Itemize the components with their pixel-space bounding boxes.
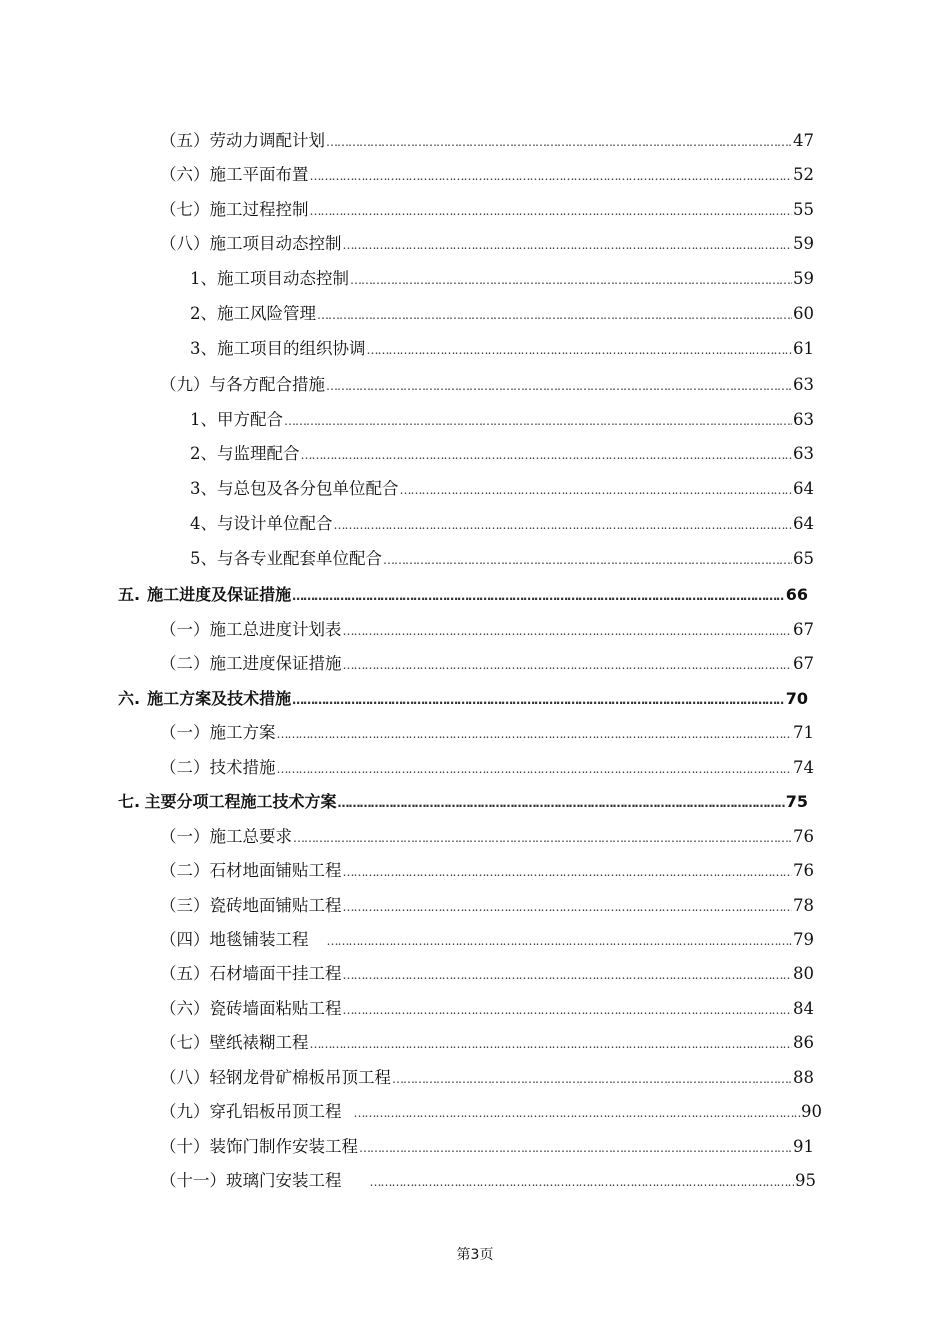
toc-entry-title: 装饰门制作安装工程	[209, 1137, 358, 1156]
dot-leader	[277, 756, 793, 782]
toc-entry-title: 施工平面布置	[209, 165, 309, 184]
dot-leader	[400, 477, 793, 503]
toc-section-title: 施工方案及技术措施	[147, 689, 292, 708]
toc-entry[interactable]	[190, 476, 814, 502]
dot-leader	[354, 1100, 801, 1126]
dot-leader	[293, 825, 792, 851]
dot-leader	[350, 267, 792, 293]
toc-section-page: 66	[785, 585, 808, 604]
toc-entry-title: 1、甲方配合	[190, 410, 283, 429]
dot-leader	[383, 547, 792, 573]
toc-entry-label: （一）	[160, 827, 210, 846]
toc-entry-label: （六）	[160, 999, 210, 1018]
dot-leader	[277, 721, 793, 747]
toc-entry-label: （六）	[160, 165, 210, 184]
dot-leader	[301, 442, 793, 468]
dot-leader	[343, 232, 793, 258]
toc-entry-title: 2、与监理配合	[190, 444, 300, 463]
dot-leader	[343, 894, 793, 920]
toc-entry-title: 轻钢龙骨矿棉板吊顶工程	[209, 1068, 391, 1087]
toc-entry-title: 4、与设计单位配合	[190, 514, 333, 533]
dot-leader	[292, 687, 785, 713]
toc-entry-page: 63	[793, 375, 814, 394]
toc-entry[interactable]	[160, 372, 814, 398]
toc-section-page: 75	[785, 792, 808, 811]
dot-leader	[392, 1066, 792, 1092]
toc-entry-label: （九）	[160, 375, 210, 394]
toc-entry[interactable]	[160, 720, 814, 746]
toc-entry-page: 59	[793, 269, 814, 288]
dot-leader	[327, 928, 793, 954]
dot-leader	[334, 512, 793, 538]
toc-section-number: 七.	[118, 792, 141, 811]
toc-section-number: 六.	[118, 689, 141, 708]
toc-entry[interactable]	[160, 961, 814, 987]
toc-entry-page: 90	[801, 1102, 822, 1121]
toc-entry-label: （二）	[160, 654, 210, 673]
toc-entry[interactable]	[190, 301, 814, 327]
page-number: 第3页	[456, 1247, 494, 1263]
toc-entry[interactable]	[160, 231, 814, 257]
toc-entry-page: 67	[793, 654, 814, 673]
dot-leader	[343, 652, 793, 678]
dot-leader	[343, 859, 793, 885]
toc-entry-page: 63	[793, 444, 814, 463]
toc-section[interactable]	[118, 789, 808, 815]
toc-entry-label: （二）	[160, 758, 210, 777]
dot-leader	[359, 1135, 792, 1161]
toc-entry-page: 63	[793, 410, 814, 429]
toc-section-title: 主要分项工程施工技术方案	[144, 792, 337, 811]
dot-leader	[310, 1031, 793, 1057]
dot-leader	[317, 302, 792, 328]
toc-section[interactable]	[118, 582, 808, 608]
toc-entry[interactable]	[160, 197, 814, 223]
toc-entry-page: 65	[793, 549, 814, 568]
toc-entry-label: （七）	[160, 1033, 210, 1052]
toc-entry-label: （二）	[160, 861, 210, 880]
toc-section[interactable]	[118, 686, 808, 712]
toc-entry-page: 91	[793, 1137, 814, 1156]
toc-entry[interactable]	[160, 1065, 814, 1091]
toc-entry-page: 64	[793, 479, 814, 498]
dot-leader	[310, 198, 793, 224]
toc-entry-title: 3、与总包及各分包单位配合	[190, 479, 399, 498]
toc-entry[interactable]	[160, 893, 814, 919]
toc-entry-title: 施工总进度计划表	[209, 620, 342, 639]
toc-entry-page: 47	[793, 131, 814, 150]
toc-entry-title: 壁纸裱糊工程	[209, 1033, 309, 1052]
toc-entry[interactable]	[160, 1168, 816, 1194]
toc-entry-title: 地毯铺装工程	[209, 930, 309, 949]
toc-section-number: 五.	[118, 585, 141, 604]
dot-leader	[310, 163, 793, 189]
toc-entry-page: 67	[793, 620, 814, 639]
toc-entry-page: 61	[793, 339, 814, 358]
toc-entry-page: 78	[793, 896, 814, 915]
toc-entry-page: 55	[793, 200, 814, 219]
toc-entry-page: 76	[793, 861, 814, 880]
toc-section-title: 施工进度及保证措施	[147, 585, 292, 604]
toc-entry-title: 3、施工项目的组织协调	[190, 339, 366, 358]
toc-entry-page: 52	[793, 165, 814, 184]
toc-entry[interactable]	[160, 824, 814, 850]
toc-entry-title: 石材地面铺贴工程	[209, 861, 342, 880]
toc-entry-page: 64	[793, 514, 814, 533]
toc-entry[interactable]	[160, 1134, 814, 1160]
dot-leader	[343, 997, 793, 1023]
toc-entry-label: （一）	[160, 723, 210, 742]
toc-entry[interactable]	[160, 1099, 822, 1125]
toc-entry[interactable]	[160, 996, 814, 1022]
toc-entry-label: （八）	[160, 234, 210, 253]
toc-entry-page: 76	[793, 827, 814, 846]
toc-entry-title: 穿孔铝板吊顶工程	[209, 1102, 342, 1121]
toc-entry[interactable]	[190, 511, 814, 537]
toc-entry[interactable]	[160, 128, 814, 154]
toc-entry-title: 劳动力调配计划	[209, 131, 325, 150]
toc-entry-label: （十一）	[160, 1171, 226, 1190]
toc-entry[interactable]	[160, 617, 814, 643]
dot-leader	[343, 962, 793, 988]
toc-entry-title: 施工总要求	[209, 827, 292, 846]
toc-entry-title: 2、施工风险管理	[190, 304, 316, 323]
toc-entry-label: （五）	[160, 131, 210, 150]
toc-entry-label: （三）	[160, 896, 210, 915]
toc-entry-page: 74	[793, 758, 814, 777]
dot-leader	[326, 129, 792, 155]
toc-entry[interactable]	[160, 162, 814, 188]
dot-leader	[292, 583, 785, 609]
toc-entry-title: 5、与各专业配套单位配合	[190, 549, 382, 568]
dot-leader	[343, 618, 793, 644]
dot-leader	[326, 373, 792, 399]
toc-entry-title: 瓷砖墙面粘贴工程	[209, 999, 342, 1018]
toc-entry[interactable]	[190, 266, 814, 292]
toc-entry-title: 玻璃门安装工程	[226, 1171, 342, 1190]
toc-entry-page: 71	[793, 723, 814, 742]
dot-leader	[370, 1169, 795, 1195]
toc-entry[interactable]	[160, 1030, 814, 1056]
toc-entry-page: 95	[795, 1171, 816, 1190]
toc-entry-label: （九）	[160, 1102, 210, 1121]
toc-entry-label: （四）	[160, 930, 210, 949]
dot-leader	[367, 337, 793, 363]
toc-entry-title: 瓷砖地面铺贴工程	[209, 896, 342, 915]
toc-entry-title: 1、施工项目动态控制	[190, 269, 349, 288]
toc-entry-title: 技术措施	[209, 758, 276, 777]
toc-entry-label: （五）	[160, 964, 210, 983]
toc-entry-page: 59	[793, 234, 814, 253]
toc-entry-page: 79	[793, 930, 814, 949]
toc-entry[interactable]	[190, 407, 814, 433]
dot-leader	[337, 790, 784, 816]
toc-entry-page: 80	[793, 964, 814, 983]
toc-entry[interactable]	[190, 441, 814, 467]
toc-entry-title: 与各方配合措施	[209, 375, 325, 394]
toc-entry-label: （七）	[160, 200, 210, 219]
toc-entry-label: （十）	[160, 1137, 210, 1156]
toc-entry[interactable]	[190, 546, 814, 572]
toc-entry-title: 施工项目动态控制	[209, 234, 342, 253]
toc-entry-page: 88	[793, 1068, 814, 1087]
toc-entry-page: 86	[793, 1033, 814, 1052]
toc-entry[interactable]	[160, 927, 814, 953]
toc-entry-title: 施工方案	[209, 723, 276, 742]
toc-entry[interactable]	[160, 858, 814, 884]
toc-entry-page: 60	[793, 304, 814, 323]
toc-entry-title: 石材墙面干挂工程	[209, 964, 342, 983]
toc-entry[interactable]	[160, 651, 814, 677]
toc-entry-label: （八）	[160, 1068, 210, 1087]
toc-entry-title: 施工进度保证措施	[209, 654, 342, 673]
toc-section-page: 70	[785, 689, 808, 708]
toc-entry-title: 施工过程控制	[209, 200, 309, 219]
toc-entry[interactable]	[190, 336, 814, 362]
dot-leader	[284, 408, 792, 434]
toc-entry-page: 84	[793, 999, 814, 1018]
toc-entry[interactable]	[160, 755, 814, 781]
toc-entry-label: （一）	[160, 620, 210, 639]
